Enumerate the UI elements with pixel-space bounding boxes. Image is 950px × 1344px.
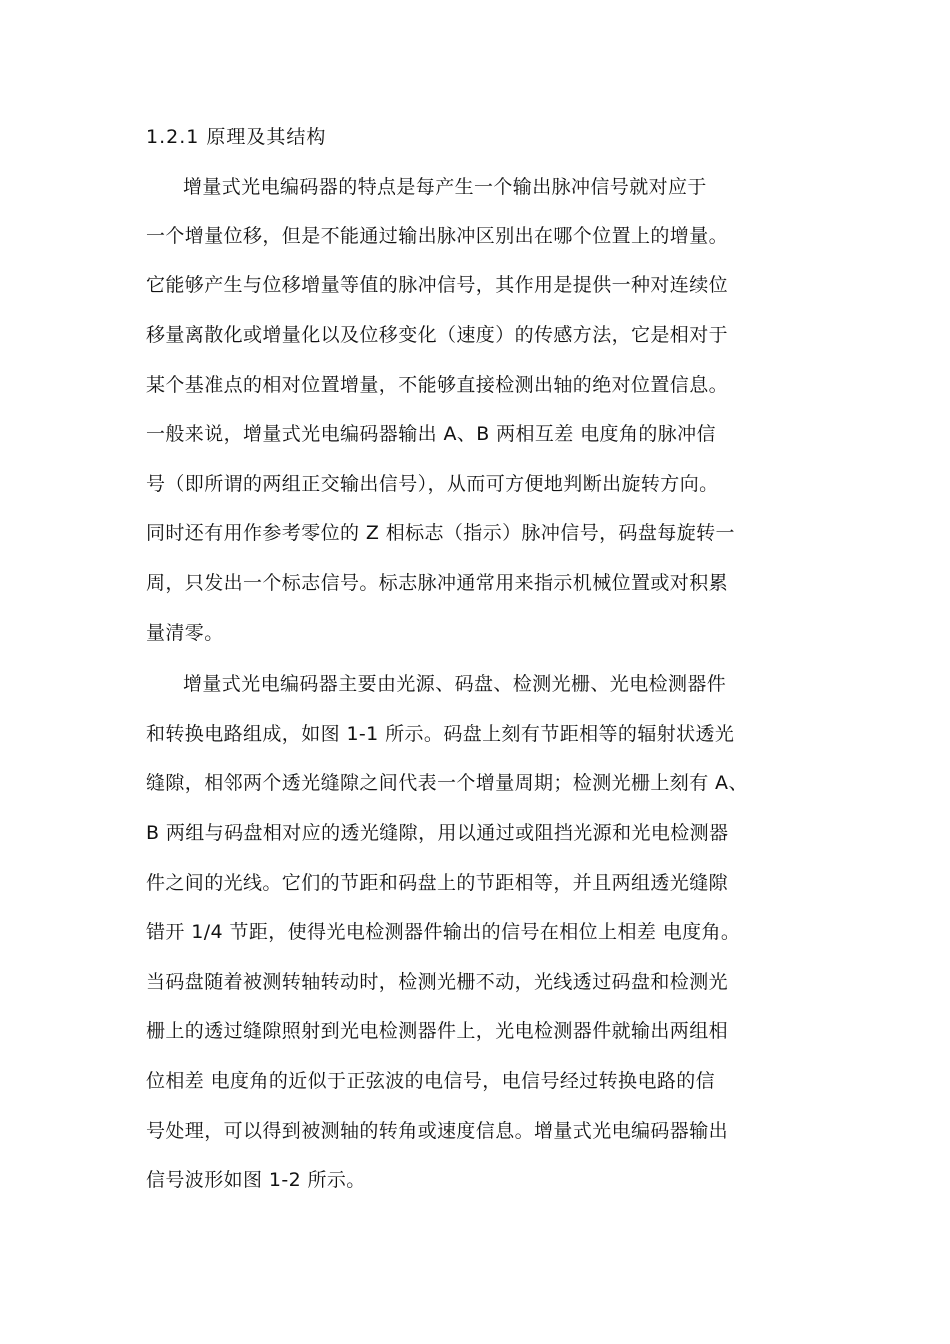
paragraph2-line: 件之间的光线。它们的节距和码盘上的节距相等，并且两组透光缝隙 — [146, 872, 729, 894]
paragraph2-line: 和转换电路组成，如图 1-1 所示。码盘上刻有节距相等的辐射状透光 — [146, 723, 735, 745]
paragraph2-line: 号处理，可以得到被测轴的转角或速度信息。增量式光电编码器输出 — [146, 1120, 729, 1142]
paragraph1-line: 增量式光电编码器的特点是每产生一个输出脉冲信号就对应于 — [183, 176, 707, 198]
paragraph2-line: 信号波形如图 1-2 所示。 — [146, 1169, 366, 1191]
paragraph1-line: 周，只发出一个标志信号。标志脉冲通常用来指示机械位置或对积累 — [146, 572, 729, 594]
paragraph2-line: 增量式光电编码器主要由光源、码盘、检测光栅、光电检测器件 — [183, 673, 727, 695]
paragraph2-line: B 两组与码盘相对应的透光缝隙，用以通过或阻挡光源和光电检测器 — [146, 822, 729, 844]
paragraph2-line: 栅上的透过缝隙照射到光电检测器件上，光电检测器件就输出两组相 — [146, 1020, 729, 1042]
paragraph1-line: 号（即所谓的两组正交输出信号），从而可方便地判断出旋转方向。 — [146, 473, 719, 495]
paragraph1-line: 一般来说，增量式光电编码器输出 A、B 两相互差 电度角的脉冲信 — [146, 423, 716, 445]
paragraph1-line: 移量离散化或增量化以及位移变化（速度）的传感方法，它是相对于 — [146, 324, 729, 346]
paragraph2-line: 当码盘随着被测转轴转动时，检测光栅不动，光线透过码盘和检测光 — [146, 971, 729, 993]
paragraph1-line: 一个增量位移，但是不能通过输出脉冲区别出在哪个位置上的增量。 — [146, 225, 729, 247]
paragraph1-line: 量清零。 — [146, 622, 224, 644]
paragraph1-line: 同时还有用作参考零位的 Z 相标志（指示）脉冲信号，码盘每旋转一 — [146, 522, 735, 544]
paragraph1-line: 它能够产生与位移增量等值的脉冲信号，其作用是提供一种对连续位 — [146, 274, 729, 296]
paragraph2-line: 缝隙，相邻两个透光缝隙之间代表一个增量周期；检测光栅上刻有 A、 — [146, 772, 748, 794]
paragraph1-line: 某个基准点的相对位置增量，不能够直接检测出轴的绝对位置信息。 — [146, 374, 729, 396]
section-heading: 1.2.1 原理及其结构 — [146, 126, 327, 148]
paragraph2-line: 错开 1/4 节距，使得光电检测器件输出的信号在相位上相差 电度角。 — [146, 921, 741, 943]
paragraph2-line: 位相差 电度角的近似于正弦波的电信号，电信号经过转换电路的信 — [146, 1070, 716, 1092]
